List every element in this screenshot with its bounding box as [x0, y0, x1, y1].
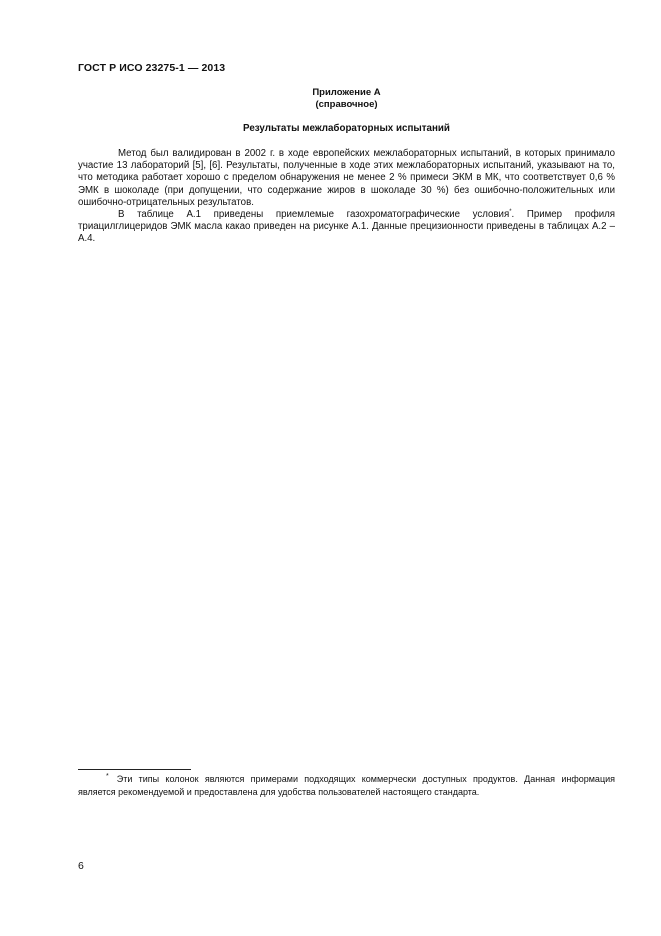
footnote-separator [78, 769, 191, 770]
page-number: 6 [78, 860, 84, 872]
paragraph-2-end: . Пример профиля триацилглицеридов ЭМК масла какао приведен на рисунке А.1. Данные прецизионности приведены в таблицах А.2 – А.4. [78, 209, 616, 245]
footnote-reference-mark: * [509, 208, 512, 215]
paragraph-1: Метод был валидирован в 2002 г. в ходе европейских межлабораторных испытаний, в которых принимало участие 13 лабораторий [5], [6]. Результаты, полученные в ходе этих межлабораторных испытаний, указывают на то, что методика работает хорошо с пределом обнаружения не менее 2 % примеси ЭКМ в МК, что соответствует 0,6 % ЭМК в шоколаде (при допущении, что содержание жиров в шоколаде 30 %) без ошибочно-положительных или ошибочно-отрицательных результатов. [78, 148, 615, 208]
body-text [78, 148, 615, 246]
footnote-paragraph [78, 773, 615, 799]
appendix-heading [78, 87, 615, 111]
paragraph-2-start: В таблице А.1 приведены приемлемые газохроматографические условия [118, 209, 510, 221]
document-code-header: ГОСТ Р ИСО 23275-1 — 2013 [78, 62, 226, 74]
section-title: Результаты межлабораторных испытаний [243, 123, 450, 134]
appendix-title: Приложение А [312, 87, 381, 98]
appendix-subtitle: (справочное) [315, 99, 378, 110]
paragraph-2 [78, 209, 615, 246]
footnote-mark: * [106, 773, 109, 780]
footnote-text: Эти типы колонок являются примерами подходящих коммерчески доступных продуктов. Данная информация является рекомендуемой и предоставлена для удобства пользователей настоящего стандарта. [78, 774, 615, 797]
footnote [78, 773, 615, 799]
